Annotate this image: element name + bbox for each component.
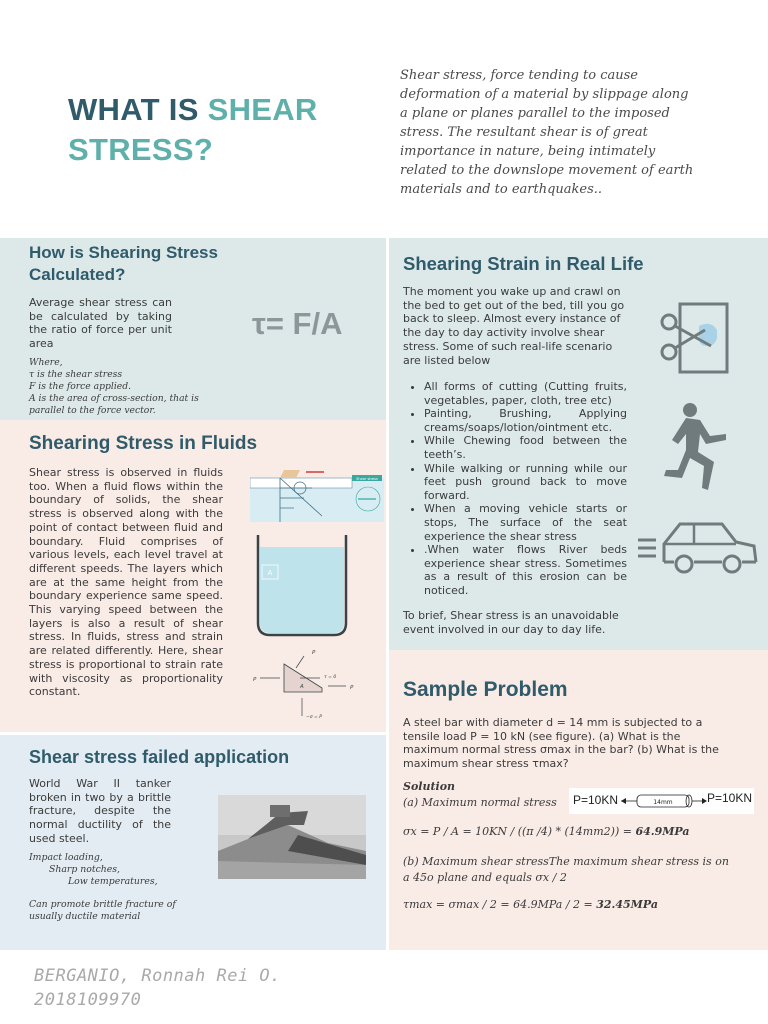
runner-icon [660,400,740,492]
fluids-heading: Shearing Stress in Fluids [29,433,258,454]
beaker-diagram [256,535,348,639]
bar-load-right: P=10KN [707,791,753,805]
stress-a: A [300,684,304,690]
scissors-cutting-icon [655,300,731,376]
stress-tau: τ = 0 [324,675,337,680]
shear-stress-tag: Shear stress [356,477,378,481]
stress-p-right: P [350,685,354,691]
part-b-result: 32.45MPa [596,898,658,911]
sample-heading: Sample Problem [403,678,568,701]
bar-diameter: 14mm [653,799,673,806]
stress-p-top: P [312,650,316,656]
author-id: 2018109970 [34,990,142,1010]
factor-impact: Impact loading, [29,852,103,863]
tanker-photo [218,795,366,879]
bullet-walking: • While walking or running while our feet push ground back to move forward. [424,462,627,503]
title-part-what-is: WHAT IS [68,92,208,127]
real-brief: To brief, Shear stress is an unavoidable event involved in our day to day life. [403,609,619,636]
calc-heading: How is Shearing Stress Calculated? [29,243,218,284]
fluids-body: Shear stress is observed in fluids too. When a fluid flows within the boundary of solids, the shear stress is observed along with the point of contact between fluid and boundary. Fluid comprises of various levels, each level travel at different speeds. The layers which are at the same height from the boundary experience same speed. This varying speed between the layers is also a result of shear stress. In fluids, stress and strain are related differently. Here, shear stress is proportional to strain rate with viscosity as proportionality constant. [29,466,223,699]
car-icon [636,520,760,576]
factor-temperatures: Low temperatures, [68,876,158,887]
factor-notches: Sharp notches, [49,864,120,875]
calc-definitions [29,357,209,417]
real-bullet-list [404,380,627,598]
bullet-chewing: • While Chewing food between the teeth’s. [424,434,627,461]
title-part-stress: STRESS? [68,132,214,167]
bullet-water: • .When water flows River beds experience shear stress. Sometimes as a result of this erosion can be noticed. [424,543,627,597]
stress-sigma: −σ = P [306,715,322,720]
solution-label: Solution [403,780,456,793]
real-body: The moment you wake up and crawl on the bed to get out of the bed, till you go back to sleep. Almost every instance of the day to day activity involve shear stress. Some of such real-life scenario are listed below [403,285,625,367]
part-a-equation [403,825,690,838]
failed-factors [29,852,209,923]
failed-body: World War II tanker broken in two by a brittle fracture, despite the normal ductility of the used steel. [29,777,171,845]
bullet-cutting: • All forms of cutting (Cutting fruits, vegetables, paper, cloth, tree etc) [424,380,627,407]
real-heading: Shearing Strain in Real Life [403,253,644,274]
fluid-flow-diagram [250,466,386,524]
part-b-equation [403,898,658,911]
calc-body: Average shear stress can be calculated by taking the ratio of force per unit area [29,296,172,351]
bar-load-left: P=10KN [573,793,619,807]
def-tau: τ is the shear stress [29,369,123,380]
author-name: BERGANIO, Ronnah Rei O. [34,966,281,986]
bar-figure [569,788,754,814]
where-label: Where, [29,357,63,368]
part-a-result: 64.9MPa [635,825,690,838]
bullet-painting: • Painting, Brushing, Applying creams/soaps/lotion/ointment etc. [424,407,627,434]
def-force: F is the force applied. [29,381,132,392]
title-part-shear: SHEAR [207,92,318,127]
bullet-vehicle: • When a moving vehicle starts or stops, The surface of the seat experience the shear stress [424,502,627,543]
bar-shape [621,792,707,810]
stress-block-diagram [250,648,360,720]
formula: τ= F/A [252,306,343,341]
page-title [68,90,368,170]
part-a-label: (a) Maximum normal stress [403,796,557,809]
part-b-text: (b) Maximum shear stressThe maximum shear stress is on a 45o plane and equals σx / 2 [403,855,729,884]
failed-heading: Shear stress failed application [29,747,290,767]
factor-conclusion: Can promote brittle fracture of usually ductile material [29,899,176,922]
beaker-label-a: A [267,569,273,577]
part-a-equation-text: σx = P / A = 10KN / ((π /4) * (14mm2)) = [403,825,636,838]
def-area: A is the area of cross-section, that is parallel to the force vector. [29,393,199,416]
intro-text: Shear stress, force tending to cause deformation of a material by slippage along a plane or planes parallel to the imposed stress. The resultant shear is of great importance in nature, being intimately related to the downslope movement of earth materials and to earthquakes.. [400,68,694,197]
part-b-equation-text: τmax = σmax / 2 = 64.9MPa / 2 = [403,898,597,911]
stress-p-left: P [253,677,257,683]
author-footer [34,964,281,1012]
sample-problem: A steel bar with diameter d = 14 mm is subjected to a tensile load P = 10 kN (see figure). (a) What is the maximum normal stress σmax in the bar? (b) What is the maximum shear stress τmax? [403,716,719,771]
